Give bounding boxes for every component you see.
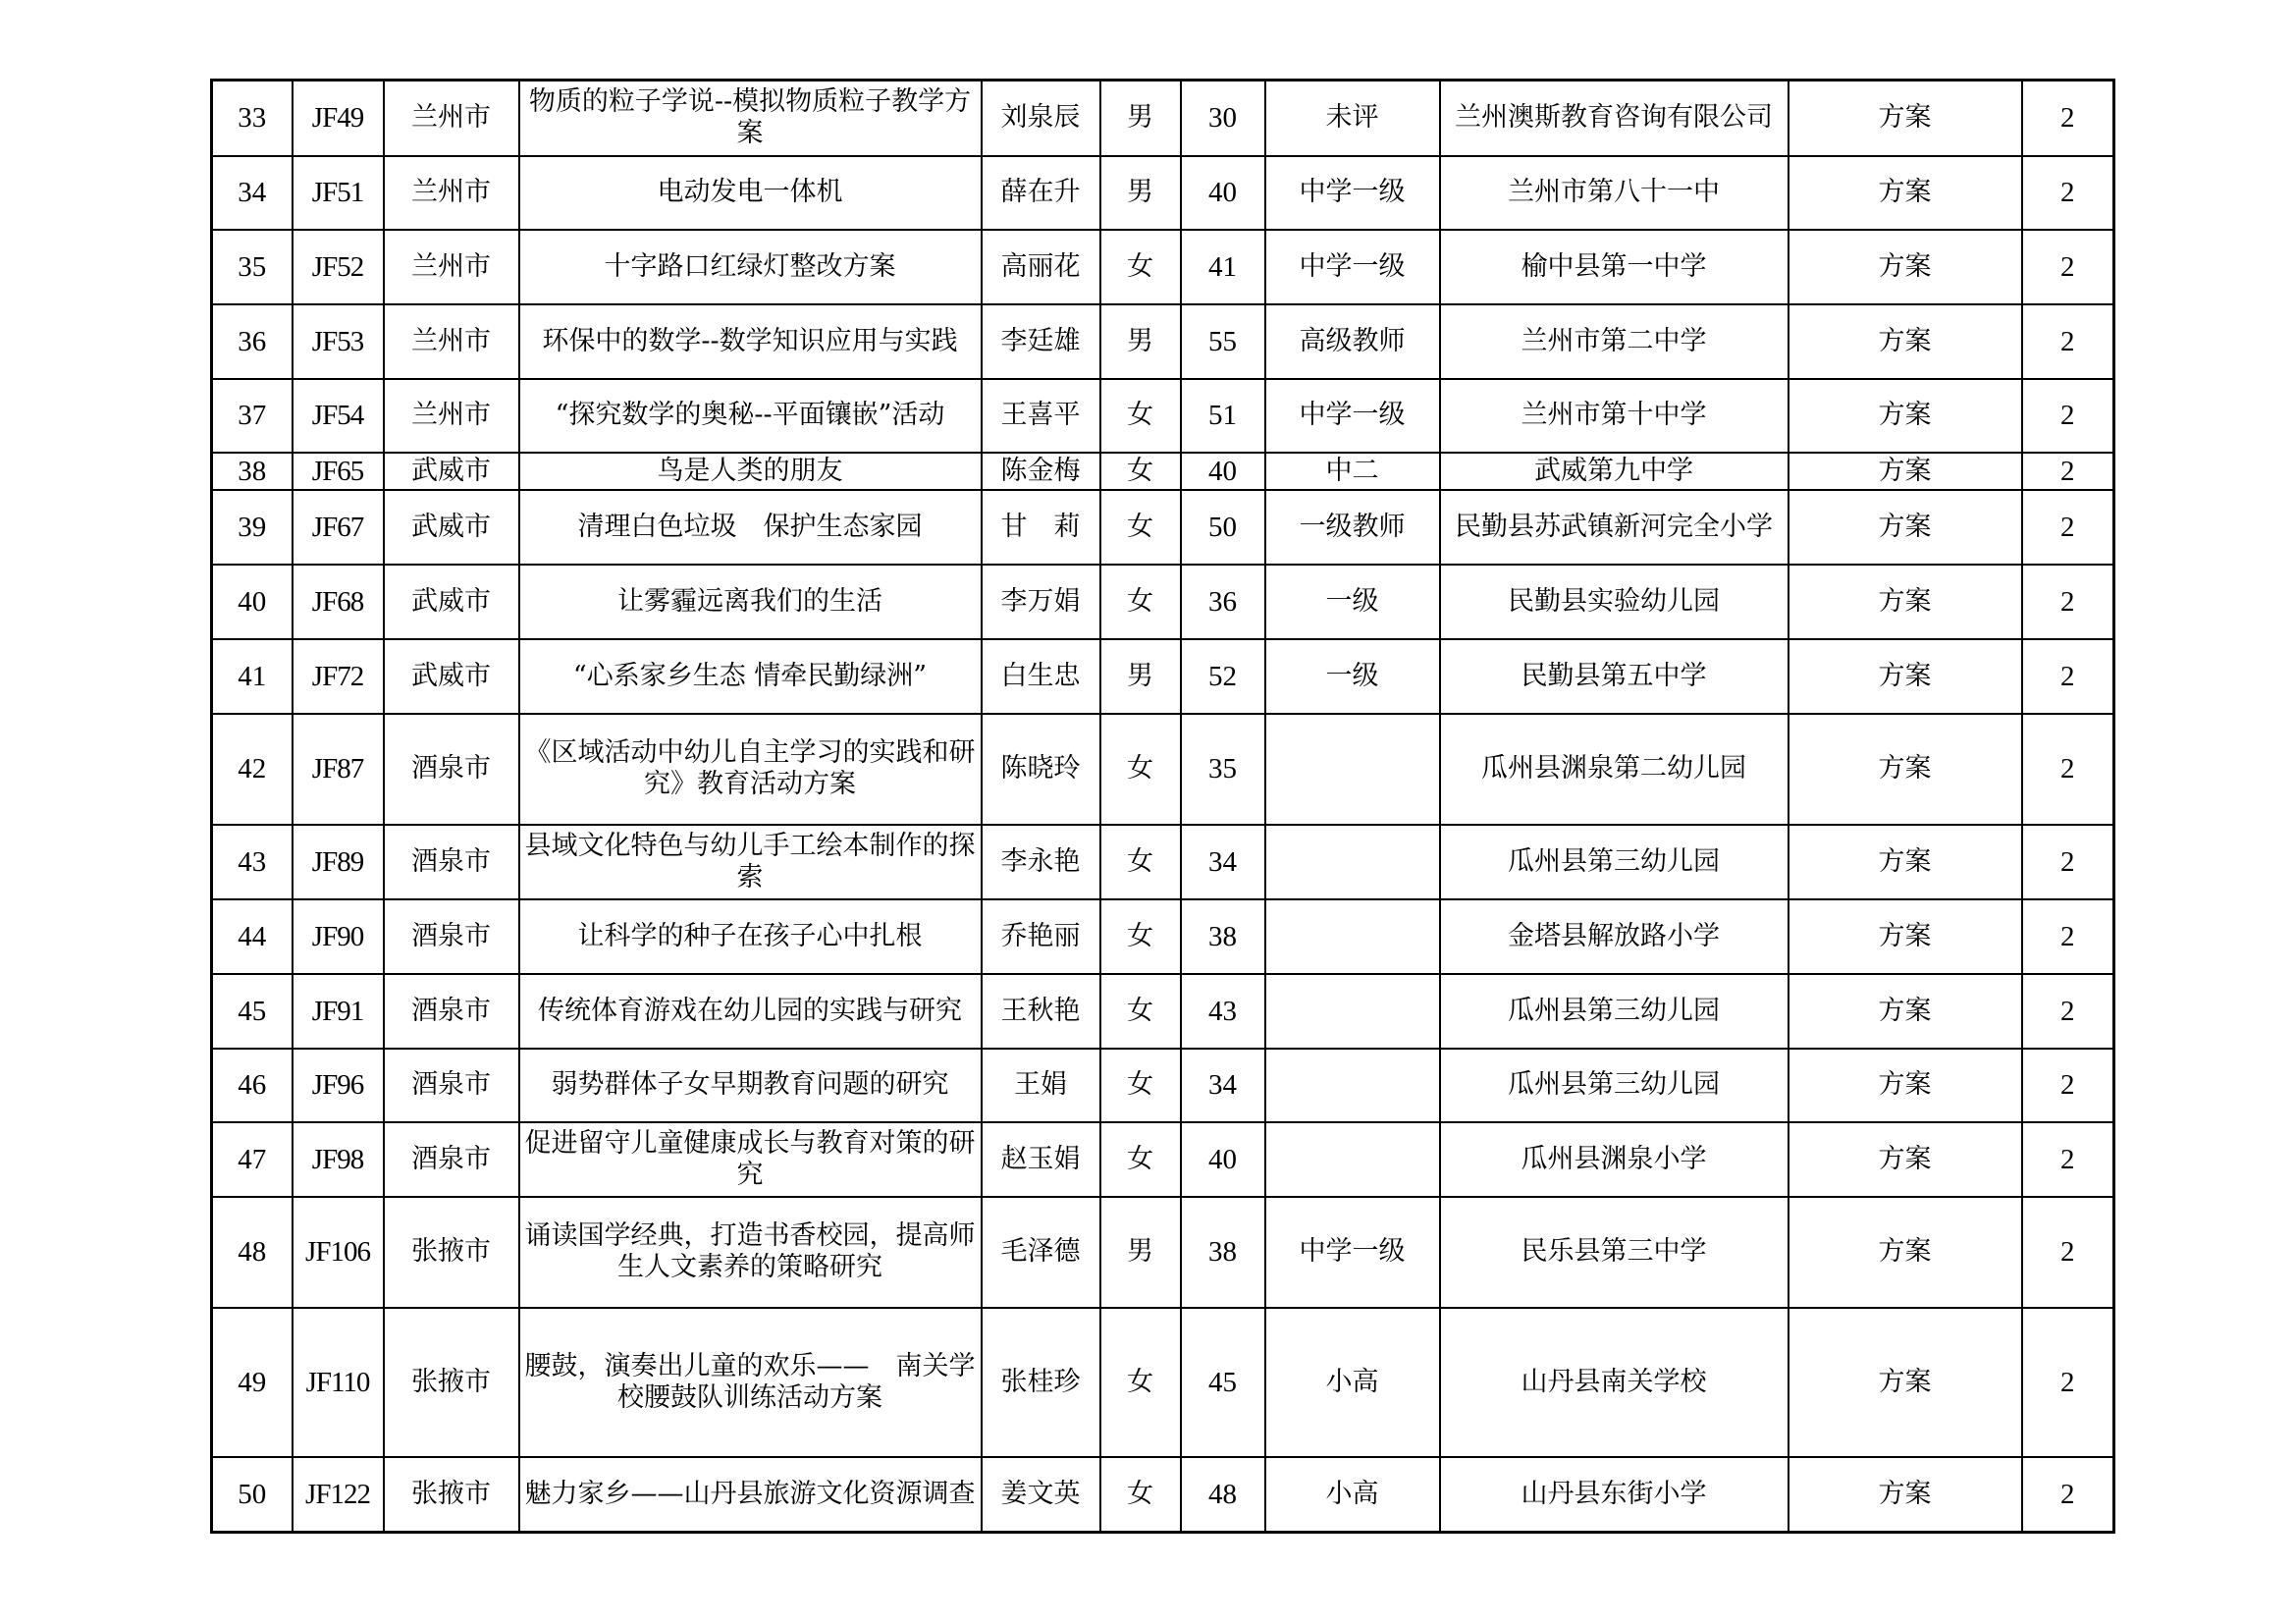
gender-cell: 男: [1100, 156, 1181, 230]
city-cell: 酒泉市: [384, 1122, 519, 1197]
project-title-cell: 弱势群体子女早期教育问题的研究: [519, 1049, 982, 1122]
project-title-cell: 诵读国学经典，打造书香校园，提高师生人文素养的策略研究: [519, 1197, 982, 1308]
age-cell: 34: [1181, 825, 1265, 899]
entry-type-cell: 方案: [1789, 304, 2022, 379]
city-cell: 武威市: [384, 639, 519, 714]
work-unit-cell: 兰州市第十中学: [1440, 379, 1789, 453]
project-title-cell: 《区域活动中幼儿自主学习的实践和研究》教育活动方案: [519, 714, 982, 825]
project-title-cell: 让科学的种子在孩子心中扎根: [519, 899, 982, 974]
count-cell: 2: [2022, 974, 2114, 1049]
professional-rank-cell: [1265, 714, 1440, 825]
gender-cell: 女: [1100, 453, 1181, 490]
entry-id-cell: JF49: [293, 81, 384, 156]
entry-id-cell: JF68: [293, 565, 384, 639]
author-name-cell: 王秋艳: [982, 974, 1100, 1049]
city-cell: 武威市: [384, 565, 519, 639]
age-cell: 40: [1181, 1122, 1265, 1197]
professional-rank-cell: 一级: [1265, 639, 1440, 714]
work-unit-cell: 瓜州县渊泉第二幼儿园: [1440, 714, 1789, 825]
city-cell: 武威市: [384, 490, 519, 565]
age-cell: 51: [1181, 379, 1265, 453]
count-cell: 2: [2022, 1049, 2114, 1122]
project-title-cell: 县域文化特色与幼儿手工绘本制作的探索: [519, 825, 982, 899]
count-cell: 2: [2022, 230, 2114, 304]
city-cell: 张掖市: [384, 1197, 519, 1308]
count-cell: 2: [2022, 81, 2114, 156]
table-body: [212, 81, 2114, 1533]
city-cell: 兰州市: [384, 379, 519, 453]
work-unit-cell: 武威第九中学: [1440, 453, 1789, 490]
city-cell: 兰州市: [384, 156, 519, 230]
professional-rank-cell: [1265, 1122, 1440, 1197]
project-title-cell: 电动发电一体机: [519, 156, 982, 230]
table-row: [212, 156, 2114, 230]
city-cell: 兰州市: [384, 304, 519, 379]
entry-type-cell: 方案: [1789, 1197, 2022, 1308]
entry-type-cell: 方案: [1789, 1308, 2022, 1457]
author-name-cell: 白生忠: [982, 639, 1100, 714]
city-cell: 武威市: [384, 453, 519, 490]
professional-rank-cell: 高级教师: [1265, 304, 1440, 379]
table-row: [212, 899, 2114, 974]
age-cell: 55: [1181, 304, 1265, 379]
entry-type-cell: 方案: [1789, 1049, 2022, 1122]
city-cell: 张掖市: [384, 1457, 519, 1533]
row-number-cell: 35: [212, 230, 293, 304]
row-number-cell: 42: [212, 714, 293, 825]
age-cell: 50: [1181, 490, 1265, 565]
project-title-cell: 清理白色垃圾 保护生态家园: [519, 490, 982, 565]
entry-type-cell: 方案: [1789, 490, 2022, 565]
count-cell: 2: [2022, 1457, 2114, 1533]
entry-type-cell: 方案: [1789, 974, 2022, 1049]
age-cell: 40: [1181, 156, 1265, 230]
row-number-cell: 50: [212, 1457, 293, 1533]
entry-type-cell: 方案: [1789, 639, 2022, 714]
entry-id-cell: JF53: [293, 304, 384, 379]
project-title-cell: 传统体育游戏在幼儿园的实践与研究: [519, 974, 982, 1049]
count-cell: 2: [2022, 899, 2114, 974]
project-title-cell: “心系家乡生态 情牵民勤绿洲”: [519, 639, 982, 714]
table-row: [212, 639, 2114, 714]
entry-type-cell: 方案: [1789, 379, 2022, 453]
table-row: [212, 565, 2114, 639]
age-cell: 45: [1181, 1308, 1265, 1457]
table-row: [212, 1122, 2114, 1197]
row-number-cell: 49: [212, 1308, 293, 1457]
author-name-cell: 李永艳: [982, 825, 1100, 899]
entry-id-cell: JF89: [293, 825, 384, 899]
entry-type-cell: 方案: [1789, 825, 2022, 899]
table-row: [212, 490, 2114, 565]
gender-cell: 女: [1100, 230, 1181, 304]
city-cell: 张掖市: [384, 1308, 519, 1457]
row-number-cell: 44: [212, 899, 293, 974]
table-row: [212, 453, 2114, 490]
age-cell: 34: [1181, 1049, 1265, 1122]
author-name-cell: 张桂珍: [982, 1308, 1100, 1457]
author-name-cell: 姜文英: [982, 1457, 1100, 1533]
author-name-cell: 高丽花: [982, 230, 1100, 304]
city-cell: 酒泉市: [384, 899, 519, 974]
project-title-cell: “探究数学的奥秘--平面镶嵌”活动: [519, 379, 982, 453]
age-cell: 38: [1181, 899, 1265, 974]
entry-id-cell: JF67: [293, 490, 384, 565]
count-cell: 2: [2022, 714, 2114, 825]
age-cell: 52: [1181, 639, 1265, 714]
work-unit-cell: 民乐县第三中学: [1440, 1197, 1789, 1308]
entry-id-cell: JF106: [293, 1197, 384, 1308]
row-number-cell: 38: [212, 453, 293, 490]
professional-rank-cell: 小高: [1265, 1457, 1440, 1533]
count-cell: 2: [2022, 304, 2114, 379]
row-number-cell: 47: [212, 1122, 293, 1197]
city-cell: 酒泉市: [384, 974, 519, 1049]
professional-rank-cell: [1265, 825, 1440, 899]
age-cell: 38: [1181, 1197, 1265, 1308]
professional-rank-cell: 中学一级: [1265, 1197, 1440, 1308]
gender-cell: 女: [1100, 899, 1181, 974]
entry-id-cell: JF54: [293, 379, 384, 453]
entry-type-cell: 方案: [1789, 899, 2022, 974]
author-name-cell: 乔艳丽: [982, 899, 1100, 974]
project-title-cell: 十字路口红绿灯整改方案: [519, 230, 982, 304]
gender-cell: 女: [1100, 1049, 1181, 1122]
row-number-cell: 40: [212, 565, 293, 639]
project-title-cell: 环保中的数学--数学知识应用与实践: [519, 304, 982, 379]
age-cell: 43: [1181, 974, 1265, 1049]
work-unit-cell: 民勤县实验幼儿园: [1440, 565, 1789, 639]
count-cell: 2: [2022, 1308, 2114, 1457]
row-number-cell: 36: [212, 304, 293, 379]
entry-type-cell: 方案: [1789, 714, 2022, 825]
entry-type-cell: 方案: [1789, 1457, 2022, 1533]
work-unit-cell: 瓜州县第三幼儿园: [1440, 825, 1789, 899]
professional-rank-cell: [1265, 974, 1440, 1049]
row-number-cell: 43: [212, 825, 293, 899]
entry-id-cell: JF72: [293, 639, 384, 714]
age-cell: 30: [1181, 81, 1265, 156]
table-row: [212, 714, 2114, 825]
table-row: [212, 1457, 2114, 1533]
gender-cell: 女: [1100, 1122, 1181, 1197]
entry-type-cell: 方案: [1789, 156, 2022, 230]
work-unit-cell: 兰州澳斯教育咨询有限公司: [1440, 81, 1789, 156]
count-cell: 2: [2022, 825, 2114, 899]
count-cell: 2: [2022, 156, 2114, 230]
author-name-cell: 王喜平: [982, 379, 1100, 453]
entry-id-cell: JF91: [293, 974, 384, 1049]
table-row: [212, 1308, 2114, 1457]
gender-cell: 女: [1100, 714, 1181, 825]
table-row: [212, 304, 2114, 379]
gender-cell: 男: [1100, 1197, 1181, 1308]
author-name-cell: 薛在升: [982, 156, 1100, 230]
author-name-cell: 陈晓玲: [982, 714, 1100, 825]
row-number-cell: 39: [212, 490, 293, 565]
city-cell: 兰州市: [384, 230, 519, 304]
work-unit-cell: 兰州市第二中学: [1440, 304, 1789, 379]
professional-rank-cell: 一级: [1265, 565, 1440, 639]
work-unit-cell: 兰州市第八十一中: [1440, 156, 1789, 230]
table-row: [212, 81, 2114, 156]
entry-type-cell: 方案: [1789, 1122, 2022, 1197]
count-cell: 2: [2022, 1197, 2114, 1308]
gender-cell: 女: [1100, 974, 1181, 1049]
age-cell: 36: [1181, 565, 1265, 639]
author-name-cell: 赵玉娟: [982, 1122, 1100, 1197]
gender-cell: 女: [1100, 490, 1181, 565]
project-title-cell: 物质的粒子学说--模拟物质粒子教学方案: [519, 81, 982, 156]
table-row: [212, 974, 2114, 1049]
work-unit-cell: 瓜州县渊泉小学: [1440, 1122, 1789, 1197]
gender-cell: 女: [1100, 1457, 1181, 1533]
city-cell: 酒泉市: [384, 714, 519, 825]
entry-type-cell: 方案: [1789, 565, 2022, 639]
count-cell: 2: [2022, 565, 2114, 639]
author-name-cell: 陈金梅: [982, 453, 1100, 490]
professional-rank-cell: 一级教师: [1265, 490, 1440, 565]
table-row: [212, 825, 2114, 899]
count-cell: 2: [2022, 1122, 2114, 1197]
city-cell: 兰州市: [384, 81, 519, 156]
entry-id-cell: JF65: [293, 453, 384, 490]
professional-rank-cell: [1265, 899, 1440, 974]
entry-type-cell: 方案: [1789, 453, 2022, 490]
row-number-cell: 45: [212, 974, 293, 1049]
row-number-cell: 41: [212, 639, 293, 714]
gender-cell: 女: [1100, 379, 1181, 453]
professional-rank-cell: 中二: [1265, 453, 1440, 490]
row-number-cell: 37: [212, 379, 293, 453]
work-unit-cell: 瓜州县第三幼儿园: [1440, 1049, 1789, 1122]
entry-id-cell: JF87: [293, 714, 384, 825]
row-number-cell: 48: [212, 1197, 293, 1308]
work-unit-cell: 榆中县第一中学: [1440, 230, 1789, 304]
project-title-cell: 促进留守儿童健康成长与教育对策的研究: [519, 1122, 982, 1197]
age-cell: 48: [1181, 1457, 1265, 1533]
entry-id-cell: JF52: [293, 230, 384, 304]
gender-cell: 女: [1100, 1308, 1181, 1457]
author-name-cell: 刘泉辰: [982, 81, 1100, 156]
entry-type-cell: 方案: [1789, 81, 2022, 156]
professional-rank-cell: 中学一级: [1265, 156, 1440, 230]
work-unit-cell: 山丹县南关学校: [1440, 1308, 1789, 1457]
count-cell: 2: [2022, 490, 2114, 565]
count-cell: 2: [2022, 453, 2114, 490]
author-name-cell: 甘 莉: [982, 490, 1100, 565]
project-title-cell: 魅力家乡——山丹县旅游文化资源调查: [519, 1457, 982, 1533]
author-name-cell: 王娟: [982, 1049, 1100, 1122]
age-cell: 40: [1181, 453, 1265, 490]
professional-rank-cell: 中学一级: [1265, 379, 1440, 453]
age-cell: 35: [1181, 714, 1265, 825]
gender-cell: 男: [1100, 304, 1181, 379]
entry-id-cell: JF98: [293, 1122, 384, 1197]
entry-id-cell: JF96: [293, 1049, 384, 1122]
gender-cell: 男: [1100, 639, 1181, 714]
professional-rank-cell: 中学一级: [1265, 230, 1440, 304]
gender-cell: 女: [1100, 825, 1181, 899]
table-row: [212, 1197, 2114, 1308]
work-unit-cell: 瓜州县第三幼儿园: [1440, 974, 1789, 1049]
project-title-cell: 让雾霾远离我们的生活: [519, 565, 982, 639]
entry-id-cell: JF90: [293, 899, 384, 974]
count-cell: 2: [2022, 639, 2114, 714]
row-number-cell: 34: [212, 156, 293, 230]
work-unit-cell: 金塔县解放路小学: [1440, 899, 1789, 974]
age-cell: 41: [1181, 230, 1265, 304]
professional-rank-cell: [1265, 1049, 1440, 1122]
row-number-cell: 33: [212, 81, 293, 156]
entry-id-cell: JF122: [293, 1457, 384, 1533]
professional-rank-cell: 未评: [1265, 81, 1440, 156]
award-list-table: [210, 79, 2115, 1534]
work-unit-cell: 民勤县第五中学: [1440, 639, 1789, 714]
gender-cell: 男: [1100, 81, 1181, 156]
work-unit-cell: 山丹县东街小学: [1440, 1457, 1789, 1533]
project-title-cell: 腰鼓，演奏出儿童的欢乐—— 南关学校腰鼓队训练活动方案: [519, 1308, 982, 1457]
project-title-cell: 鸟是人类的朋友: [519, 453, 982, 490]
table-row: [212, 379, 2114, 453]
city-cell: 酒泉市: [384, 1049, 519, 1122]
city-cell: 酒泉市: [384, 825, 519, 899]
author-name-cell: 毛泽德: [982, 1197, 1100, 1308]
entry-id-cell: JF110: [293, 1308, 384, 1457]
entry-id-cell: JF51: [293, 156, 384, 230]
author-name-cell: 李万娟: [982, 565, 1100, 639]
professional-rank-cell: 小高: [1265, 1308, 1440, 1457]
table-row: [212, 1049, 2114, 1122]
gender-cell: 女: [1100, 565, 1181, 639]
entry-type-cell: 方案: [1789, 230, 2022, 304]
count-cell: 2: [2022, 379, 2114, 453]
work-unit-cell: 民勤县苏武镇新河完全小学: [1440, 490, 1789, 565]
table-row: [212, 230, 2114, 304]
row-number-cell: 46: [212, 1049, 293, 1122]
author-name-cell: 李廷雄: [982, 304, 1100, 379]
